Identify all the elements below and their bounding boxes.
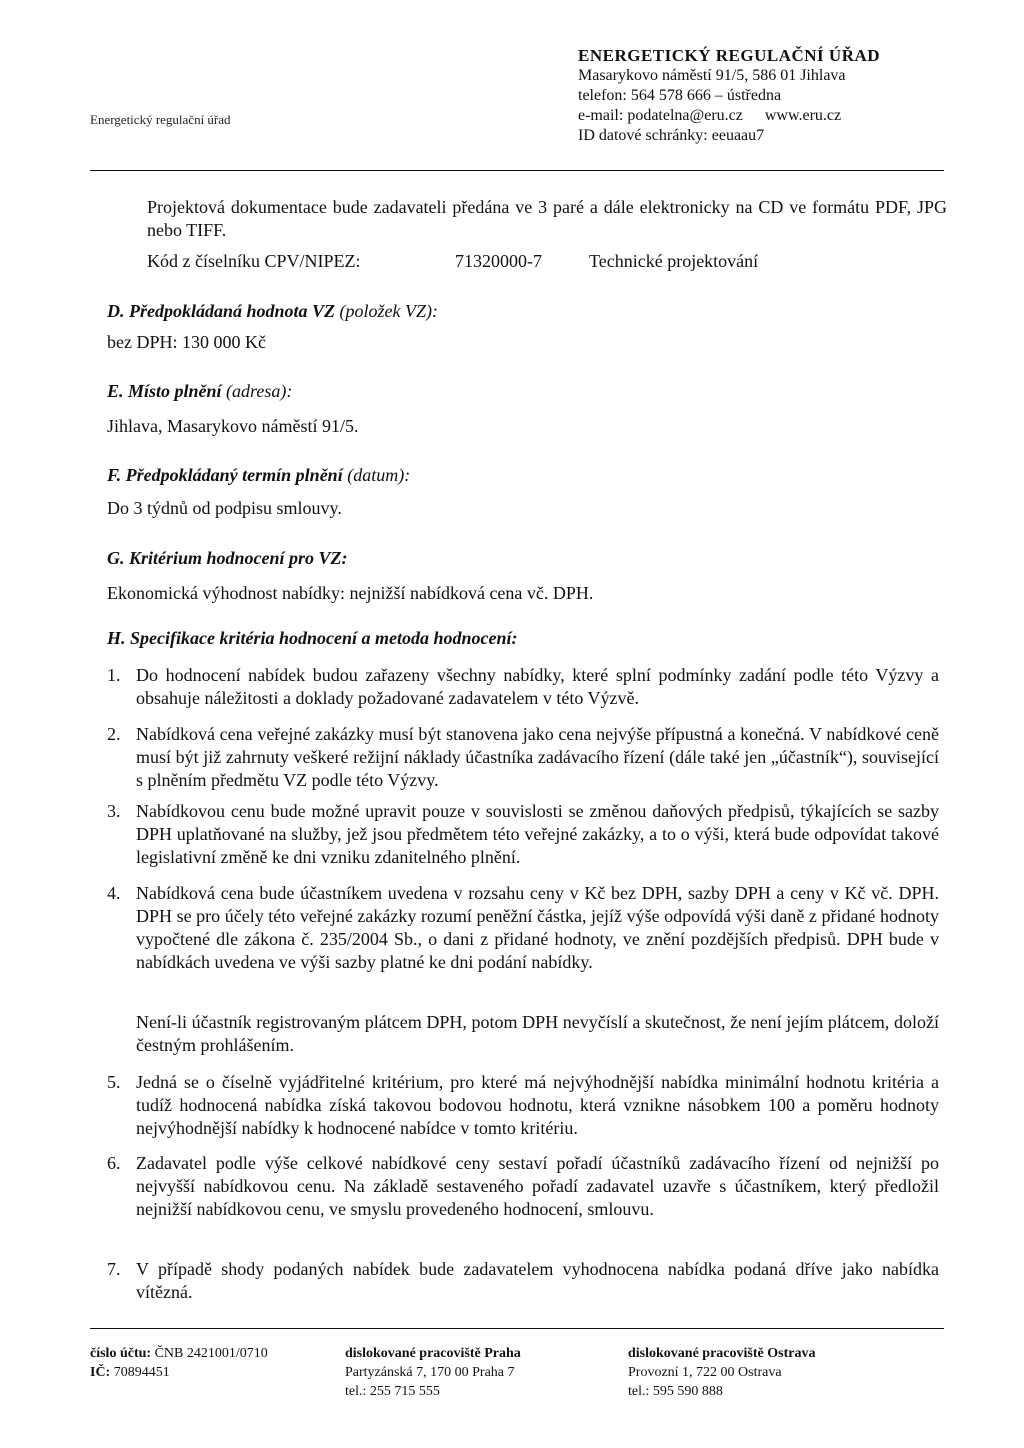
org-address: Masarykovo náměstí 91/5, 586 01 Jihlava [578, 67, 846, 84]
section-g-title: G. Kritérium hodnocení pro VZ: [107, 548, 348, 568]
section-f-title [107, 465, 410, 486]
org-phone: telefon: 564 578 666 – ústředna [578, 87, 782, 104]
ostrava-title: dislokované pracoviště Ostrava [628, 1346, 816, 1361]
ic-value: 70894451 [113, 1365, 170, 1380]
praha-phone: tel.: 255 715 555 [345, 1384, 440, 1399]
section-e-heading: E. Místo plnění [107, 381, 222, 401]
list-item [107, 723, 939, 792]
list-item-number: 3. [107, 801, 121, 821]
footer-bank [90, 1344, 268, 1382]
cpv-row [147, 251, 947, 272]
list-item [107, 1258, 939, 1304]
section-d-note: (položek VZ): [339, 301, 439, 321]
org-web[interactable]: www.eru.cz [764, 107, 842, 124]
section-e-note: (adresa): [226, 381, 293, 401]
list-item [107, 882, 939, 974]
list-item-continuation [107, 1011, 939, 1057]
list-item-number: 1. [107, 665, 121, 685]
footer-praha [345, 1344, 521, 1401]
footer-ostrava [628, 1344, 815, 1401]
list-item-number: 2. [107, 724, 121, 744]
list-item [107, 664, 939, 710]
org-name: ENERGETICKÝ REGULAČNÍ ÚŘAD [578, 46, 881, 65]
list-item [107, 1071, 939, 1140]
header-divider [90, 170, 944, 171]
ostrava-phone: tel.: 595 590 888 [628, 1384, 723, 1399]
ic-label: IČ: [90, 1365, 111, 1380]
section-d-heading: D. Předpokládaná hodnota VZ [107, 301, 336, 321]
org-email[interactable]: e-mail: podatelna@eru.cz [578, 107, 743, 124]
list-item-text: Jedná se o číselně vyjádřitelné kritérium, pro které má nejvýhodnější nabídka minimální hodnotu kritéria a tudíž hodnocená nabídka získá takovou bodovou hodnotu, která vznikne násobkem 100 a poměru hodnoty nejvýhodnější nabídky k hodnocené nabídce v tomto kritériu. [136, 1072, 939, 1138]
list-item-number: 7. [107, 1259, 121, 1279]
praha-title: dislokované pracoviště Praha [345, 1346, 521, 1361]
logo-text: Energetický regulační úřad [90, 112, 231, 127]
list-item-text: V případě shody podaných nabídek bude zadavatelem vyhodnocena nabídka podaná dříve jako nabídka vítězná. [136, 1259, 939, 1302]
list-item-number: 4. [107, 883, 121, 903]
list-item-text: Nabídková cena veřejné zakázky musí být stanovena jako cena nejvýše přípustná a konečná. V nabídkové ceně musí být již zahrnuty veškeré režijní náklady účastníka zadávacího řízení (dále také jen „účastník“), související s plněním předmětu VZ podle této Výzvy. [136, 724, 939, 790]
list-item [107, 800, 939, 869]
list-item-text: Není-li účastník registrovaným plátcem DPH, potom DPH nevyčíslí a skutečnost, že není jejím plátcem, doloží čestným prohlášením. [136, 1012, 939, 1055]
section-d-title [107, 301, 438, 322]
list-item-number: 5. [107, 1072, 121, 1092]
section-h-title: H. Specifikace kritéria hodnocení a metoda hodnocení: [107, 628, 518, 648]
section-d-value: bez DPH: 130 000 Kč [107, 332, 266, 352]
contact-row [578, 106, 880, 126]
list-item-text: Zadavatel podle výše celkové nabídkové ceny sestaví pořadí účastníků zadávacího řízení od nejnižší po nejvyšší nabídkovou cenu. Na základě sestaveného pořadí zadavatel uzavře s účastníkem, který předložil nejnižší nabídkovou cenu, ve smyslu provedeného hodnocení, smlouvu. [136, 1153, 939, 1219]
intro-paragraph: Projektová dokumentace bude zadavateli předána ve 3 paré a dále elektronicky na CD ve formátu PDF, JPG nebo TIFF. [147, 197, 947, 240]
account-label: číslo účtu: [90, 1346, 152, 1361]
cpv-description: Technické projektování [589, 251, 759, 271]
list-item-text: Do hodnocení nabídek budou zařazeny všechny nabídky, které splní podmínky zadání podle této Výzvy a obsahuje náležitosti a doklady požadované zadavatelem v této Výzvě. [136, 665, 939, 708]
section-e-title [107, 381, 292, 402]
section-f-value: Do 3 týdnů od podpisu smlouvy. [107, 498, 342, 518]
praha-address: Partyzánská 7, 170 00 Praha 7 [345, 1365, 515, 1380]
list-item-number: 6. [107, 1153, 121, 1173]
list-item-text: Nabídková cena bude účastníkem uvedena v rozsahu ceny v Kč bez DPH, sazby DPH a ceny v Kč vč. DPH. DPH se pro účely této veřejné zakázky rozumí peněžní částka, jejíž výše odpovídá výši daně z přidané hodnoty vypočtené dle zákona č. 235/2004 Sb., o dani z přidané hodnoty, ve znění pozdějších předpisů. DPH bude v nabídkách uvedena ve výši sazby platné ke dni podání nabídky. [136, 883, 939, 972]
section-f-heading: F. Předpokládaný termín plnění [107, 465, 343, 485]
cpv-code: 71320000-7 [455, 251, 542, 271]
org-databox: ID datové schránky: eeuaau7 [578, 127, 765, 144]
account-value: ČNB 2421001/0710 [154, 1346, 268, 1361]
list-item-text: Nabídkovou cenu bude možné upravit pouze v souvislosti se změnou daňových předpisů, týkajících se sazby DPH uplatňované na služby, jež jsou předmětem této veřejné zakázky, a to o výši, která bude odpovídat takové legislativní změně ke dni vzniku zdanitelného plnění. [136, 801, 939, 867]
section-g-value: Ekonomická výhodnost nabídky: nejnižší nabídková cena vč. DPH. [107, 583, 594, 603]
ostrava-address: Provozní 1, 722 00 Ostrava [628, 1365, 782, 1380]
list-item [107, 1152, 939, 1221]
section-e-value: Jihlava, Masarykovo náměstí 91/5. [107, 416, 359, 436]
footer-divider [90, 1328, 944, 1329]
section-f-note: (datum): [347, 465, 411, 485]
cpv-label: Kód z číselníku CPV/NIPEZ: [147, 251, 361, 271]
office-header [578, 46, 880, 146]
